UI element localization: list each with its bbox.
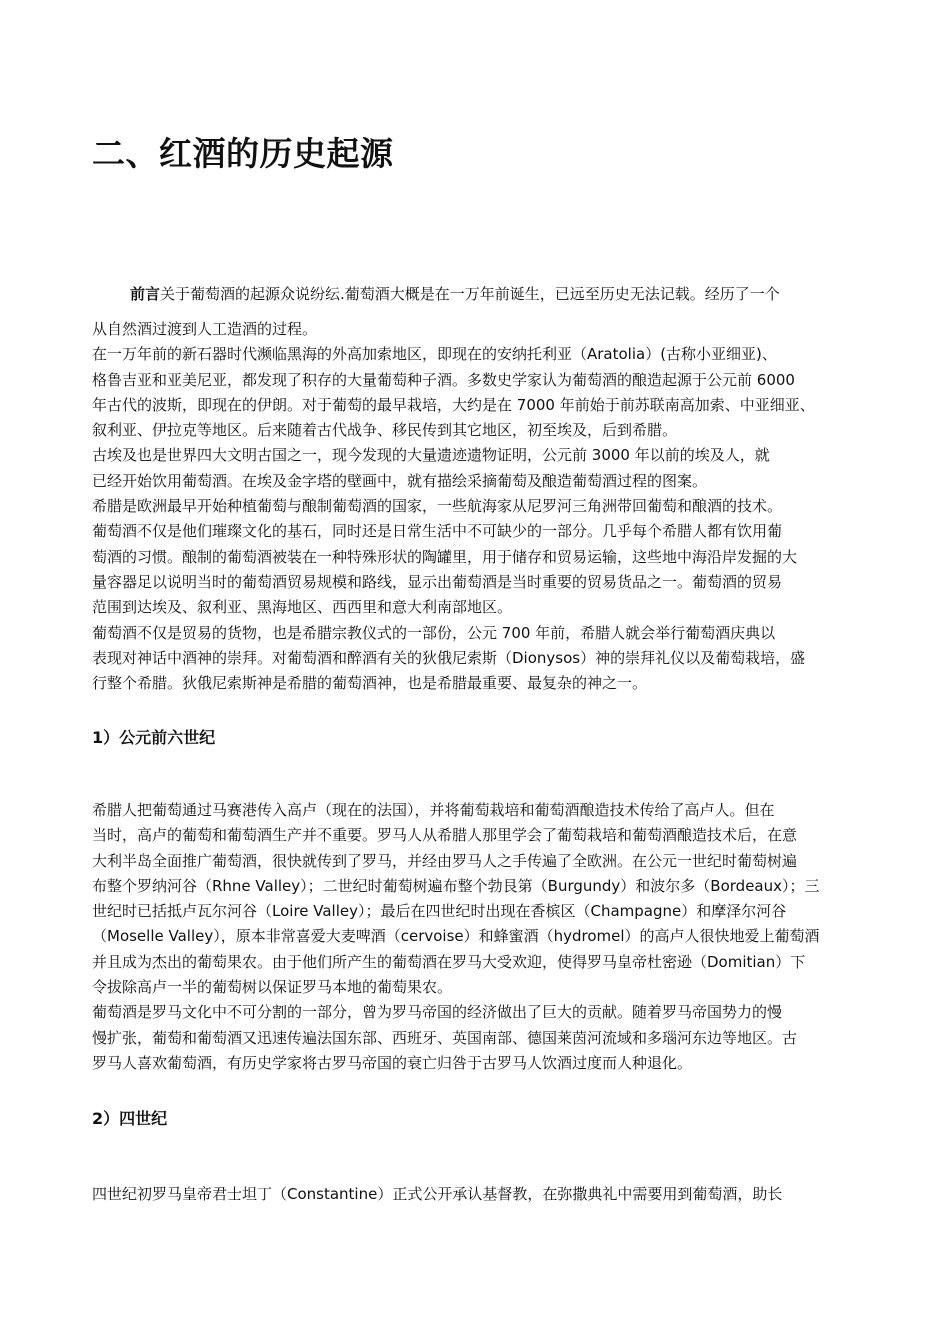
section1-line: 布整个罗纳河谷（Rhne Valley）；二世纪时葡萄树遍布整个勃艮第（Burgundy）和波尔多（Bordeaux）；三 <box>92 876 820 895</box>
page-title: 二、红酒的历史起源 <box>92 134 394 173</box>
preface-body <box>92 317 862 696</box>
preface-line: 葡萄酒不仅是他们璀璨文化的基石，同时还是日常生活中不可缺少的一部分。几乎每个希腊人都有饮用葡 <box>92 522 783 541</box>
section1-line: 慢扩张，葡萄和葡萄酒又迅速传遍法国东部、西班牙、英国南部、德国莱茵河流域和多瑙河东边等地区。古 <box>92 1028 798 1047</box>
section1-line: 世纪时已括抵卢瓦尔河谷（Loire Valley）；最后在四世纪时出现在香槟区（Champagne）和摩泽尔河谷 <box>92 902 787 921</box>
section1-line: 并且成为杰出的葡萄果农。由于他们所产生的葡萄酒在罗马大受欢迎，使得罗马皇帝杜密逊（Domitian）下 <box>92 952 806 971</box>
preface-block <box>92 282 862 307</box>
section1-line: 葡萄酒是罗马文化中不可分割的一部分，曾为罗马帝国的经济做出了巨大的贡献。随着罗马帝国势力的慢 <box>92 1003 783 1022</box>
section-heading: 1）公元前六世纪 <box>92 728 216 747</box>
preface-line: 在一万年前的新石器时代濒临黑海的外高加索地区，即现在的安纳托利亚（Aratolia）(古称小亚细亚)、 <box>92 345 777 364</box>
section2-body <box>92 1182 862 1207</box>
section1-line: （Moselle Valley），原本非常喜爱大麦啤酒（cervoise）和蜂蜜酒（hydromel）的高卢人很快地爱上葡萄酒 <box>92 927 820 946</box>
section1-line: 希腊人把葡萄通过马赛港传入高卢（现在的法国），并将葡萄栽培和葡萄酒酿造技术传给了高卢人。但在 <box>92 801 775 819</box>
section2-line: 四世纪初罗马皇帝君士坦丁（Constantine）正式公开承认基督教，在弥撒典礼中需要用到葡萄酒，助长 <box>92 1185 783 1203</box>
preface-line: 表现对神话中酒神的崇拜。对葡萄酒和醉酒有关的狄俄尼索斯（Dionysos）神的崇拜礼仪以及葡萄栽培，盛 <box>92 648 806 667</box>
section1-line: 大利半岛全面推广葡萄酒，很快就传到了罗马，并经由罗马人之手传遍了全欧洲。在公元一世纪时葡萄树遍 <box>92 851 798 870</box>
preface-line: 行整个希腊。狄俄尼索斯神是希腊的葡萄酒神，也是希腊最重要、最复杂的神之一。 <box>92 674 648 693</box>
preface-first-line <box>92 282 862 307</box>
preface-line: 年古代的波斯，即现在的伊朗。对于葡萄的最早栽培，大约是在 7000 年前始于前苏联南高加索、中亚细亚、 <box>92 395 815 414</box>
preface-line: 萄酒的习惯。酿制的葡萄酒被装在一种特殊形状的陶罐里，用于储存和贸易运输，这些地中海沿岸发掘的大 <box>92 547 798 566</box>
section1-line: 令拔除高卢一半的葡萄树以保证罗马本地的葡萄果农。 <box>92 978 453 997</box>
section1-body <box>92 798 862 1076</box>
preface-line: 希腊是欧洲最早开始种植葡萄与酿制葡萄酒的国家，一些航海家从尼罗河三角洲带回葡萄和酿酒的技术。 <box>92 497 783 516</box>
preface-line: 叙利亚、伊拉克等地区。后来随着古代战争、移民传到其它地区，初至埃及，后到希腊。 <box>92 421 678 440</box>
preface-line: 关于葡萄酒的起源众说纷纭.葡萄酒大概是在一万年前诞生，已远至历史无法记载。经历了一个 <box>160 285 780 303</box>
section-heading: 2）四世纪 <box>92 1109 168 1128</box>
section1-line: 当时，高卢的葡萄和葡萄酒生产并不重要。罗马人从希腊人那里学会了葡萄栽培和葡萄酒酿造技术后，在意 <box>92 826 798 845</box>
preface-line: 量容器足以说明当时的葡萄酒贸易规模和路线，显示出葡萄酒是当时重要的贸易货品之一。葡萄酒的贸易 <box>92 572 783 591</box>
preface-line: 葡萄酒不仅是贸易的货物，也是希腊宗教仪式的一部份，公元 700 年前，希腊人就会举行葡萄酒庆典以 <box>92 623 776 642</box>
preface-line: 从自然酒过渡到人工造酒的过程。 <box>92 320 318 338</box>
preface-line: 已经开始饮用葡萄酒。在埃及金字塔的壁画中，就有描绘采摘葡萄及酿造葡萄酒过程的图案。 <box>92 471 708 490</box>
preface-lead: 前言 <box>130 285 161 303</box>
preface-line: 范围到达埃及、叙利亚、黑海地区、西西里和意大利南部地区。 <box>92 598 513 617</box>
preface-line: 格鲁吉亚和亚美尼亚，都发现了积存的大量葡萄种子酒。多数史学家认为葡萄酒的酿造起源于公元前 6000 <box>92 370 795 389</box>
section1-line: 罗马人喜欢葡萄酒，有历史学家将古罗马帝国的衰亡归咎于古罗马人饮酒过度而人种退化。 <box>92 1053 693 1072</box>
preface-line: 古埃及也是世界四大文明古国之一，现今发现的大量遗迹遗物证明，公元前 3000 年以前的埃及人，就 <box>92 446 770 465</box>
